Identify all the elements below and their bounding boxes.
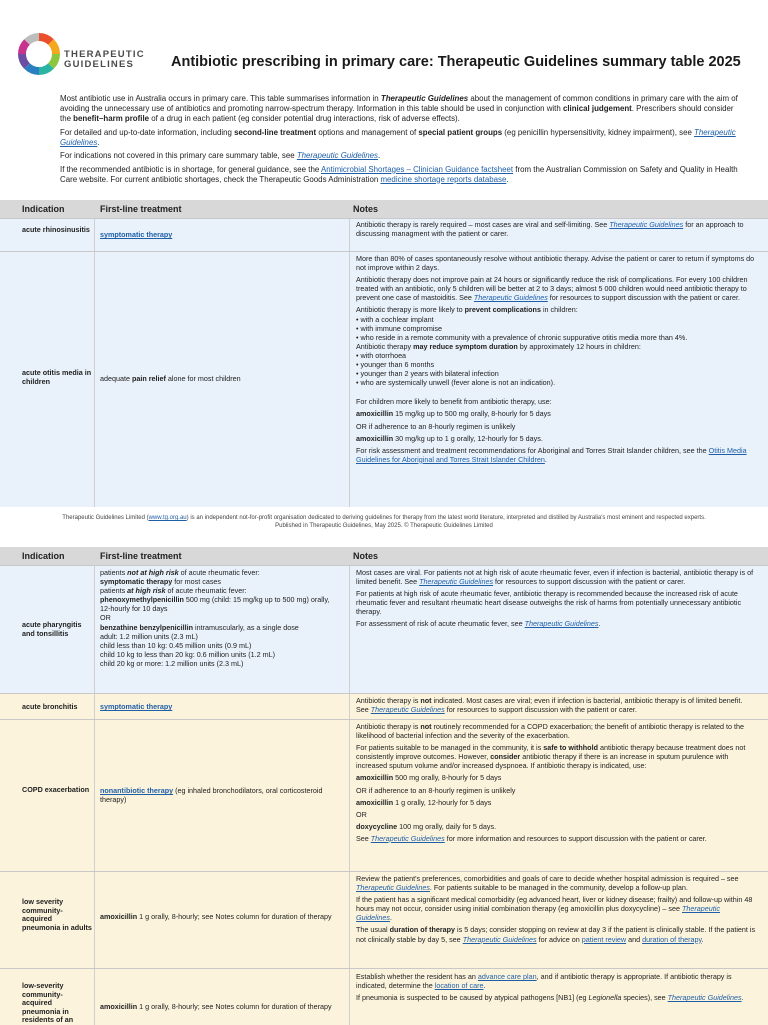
- note-text: [356, 822, 756, 831]
- note-text: For assessment of risk of acute rheumatic fever, see Therapeutic Guidelines.: [356, 619, 601, 629]
- text-emphasis: not: [420, 722, 432, 731]
- bullet-item: • with a cochlear implant: [356, 314, 434, 324]
- text: Establish whether the resident has an: [356, 972, 478, 981]
- tg-link[interactable]: Therapeutic Guidelines: [356, 904, 720, 923]
- note-text: [356, 874, 756, 892]
- note-text: [356, 305, 756, 314]
- text: 100 mg orally, daily for 5 days.: [397, 821, 497, 831]
- text: Antibiotic therapy is rarely required – most cases are viral and self-limiting. See: [356, 220, 610, 229]
- treatment-line: [100, 586, 340, 595]
- notes-cell: [356, 254, 756, 467]
- logo-wordmark: [64, 50, 145, 70]
- bullet-item: • younger than 6 months: [356, 360, 435, 370]
- duration-of-therapy-link[interactable]: duration of therapy: [642, 934, 702, 944]
- table-row: [0, 218, 768, 252]
- tg-link[interactable]: Therapeutic Guidelines: [667, 993, 742, 1003]
- page-header: [0, 0, 768, 92]
- otitis-guidelines-link[interactable]: Otitis Media Guidelines for Aboriginal and Torres Strait Islander Children: [356, 445, 747, 464]
- text: If the recommended antibiotic is in shortage, for general guidance, see the: [60, 164, 321, 174]
- patient-review-link[interactable]: patient review: [581, 934, 627, 944]
- text: If the patient has a significant medical comorbidity (eg advanced heart, liver or kidney disease; frailty) and follow-up within 48 hours may not occur, consider using initial combination therapy (eg amoxicillin plus doxycycline) – see: [356, 895, 753, 914]
- text: species), see: [621, 993, 668, 1003]
- text: 1 g orally, 12-hourly for 5 days: [393, 797, 492, 807]
- table-header: [0, 200, 768, 218]
- text: by approximately 12 hours in children:: [517, 341, 641, 351]
- dose-item: child less than 10 kg: 0.45 million units (0.9 mL): [100, 640, 252, 650]
- logo-line1: THERAPEUTIC: [64, 49, 145, 60]
- page-footer: [0, 515, 768, 530]
- text: 15 mg/kg up to 500 mg orally, 8-hourly for 5 days: [393, 409, 551, 419]
- col-indication: Indication: [22, 204, 65, 214]
- note-text: OR: [356, 809, 367, 819]
- first-line-cell: [100, 1002, 340, 1011]
- notes-cell: [356, 874, 756, 947]
- notes-cell: [356, 972, 756, 1005]
- table-row: [0, 251, 768, 507]
- intro-paragraph: For detailed and up-to-date information, including second-line treatment options and management of special patient groups (eg penicillin hypersensitivity, kidney impairment), see Therapeutic Guidelines.: [60, 127, 736, 147]
- dose-item: adult: 1.2 million units (2.3 mL): [100, 631, 198, 641]
- first-line-cell: [100, 230, 340, 239]
- tg-link[interactable]: Therapeutic Guidelines: [356, 883, 430, 893]
- table-row: [0, 968, 768, 1025]
- col-indication: Indication: [22, 551, 65, 561]
- text: See: [356, 833, 371, 843]
- therapeutic-guidelines-logo: [16, 31, 62, 77]
- note-text: [356, 722, 756, 740]
- first-line-cell: [100, 568, 340, 668]
- text: For detailed and up-to-date information, including: [60, 127, 235, 137]
- text: for most cases: [172, 577, 222, 587]
- notes-cell: [356, 696, 756, 714]
- note-text: [356, 773, 756, 782]
- text: 500 mg orally, 8-hourly for 5 days: [393, 773, 502, 783]
- nonantibiotic-therapy-link[interactable]: nonantibiotic therapy: [100, 786, 174, 795]
- text-emphasis: may reduce symptom duration: [413, 341, 518, 351]
- note-text: [356, 798, 756, 807]
- text-emphasis: duration of therapy: [389, 925, 456, 935]
- treatment-line: [100, 577, 340, 586]
- tg-link[interactable]: Therapeutic Guidelines: [473, 293, 548, 303]
- text: 1 g orally, 8-hourly; see Notes column for duration of therapy: [137, 1002, 332, 1011]
- location-of-care-link[interactable]: location of care: [434, 981, 484, 991]
- footer-line: Published in Therapeutic Guidelines, May 2025. © Therapeutic Guidelines Limited: [275, 522, 493, 529]
- dose-item: child 10 kg to less than 20 kg: 0.6 million units (1.2 mL): [100, 649, 275, 659]
- tg-link[interactable]: Therapeutic Guidelines: [370, 705, 445, 715]
- tg-link[interactable]: Therapeutic Guidelines: [524, 619, 599, 629]
- tg-link[interactable]: Therapeutic Guidelines: [462, 934, 537, 944]
- text: antibiotic therapy because treatment does not consistently improve outcomes. However,: [356, 743, 746, 762]
- footer-line: [0, 515, 768, 523]
- note-text: More than 80% of cases spontaneously resolve without antibiotic therapy. Advise the patient or carer to return if symptoms do not improve within 2 days.: [356, 254, 755, 273]
- bullet-item: • who are systemically unwell (fever alone is not an indication).: [356, 378, 556, 388]
- tg-link[interactable]: Therapeutic Guidelines: [419, 577, 494, 587]
- first-line-cell: [100, 912, 340, 921]
- note-text: If the patient has a significant medical comorbidity (eg advanced heart, liver or kidney disease; frailty) and follow-up within 48 hours may not occur, consider using initial combination therapy (eg amoxicillin plus doxycycline) – see Therapeutic Guidelines.: [356, 895, 753, 923]
- table-row: [0, 719, 768, 872]
- bullet-item: • younger than 2 years with bilateral infection: [356, 369, 499, 379]
- drug-name: amoxicillin: [100, 912, 138, 921]
- text: ) is an independent not-for-profit organisation dedicated to deriving guidelines for therapy from the latest world literature, interpreted and distilled by Australia's most eminent and respected experts.: [186, 515, 706, 521]
- text-emphasis: not: [420, 696, 432, 705]
- treatment-line: [100, 623, 340, 632]
- notes-cell: [356, 220, 756, 238]
- text: about the management of common conditions in primary care with the aim of avoiding the unnecessary use of antibiotics and promoting narrow-spectrum therapy. Information in this table should be used in conjunction with: [60, 94, 738, 113]
- tg-website-link[interactable]: www.tg.org.au: [148, 515, 187, 521]
- text: Antibiotic therapy is more likely to: [356, 305, 465, 315]
- text-emphasis: Legionella: [588, 993, 622, 1003]
- text: intramuscularly, as a single dose: [193, 622, 299, 632]
- text: from the Australian Commission on Safety and Quality in Health Care website. For current antibiotic shortages, check the Therapeutic Goods Administration: [60, 164, 738, 184]
- note-text: [356, 743, 756, 770]
- intro-paragraph: If the recommended antibiotic is in shortage, for general guidance, see the Antimicrobial Shortages – Clinician Guidance factsheet from the Australian Commission on Safety and Quality in Health Care website. For current antibiotic shortages, check the Therapeutic Goods Administration medicine shortage reports database.: [60, 164, 738, 184]
- tg-link[interactable]: Therapeutic Guidelines: [609, 220, 684, 229]
- dose-item: child 20 kg or more: 1.2 million units (2.3 mL): [100, 658, 244, 668]
- page-title: Antibiotic prescribing in primary care: Therapeutic Guidelines summary table 2025: [171, 54, 741, 70]
- indication-cell: acute pharyngitis and tonsillitis: [22, 620, 82, 638]
- note-text: [356, 342, 756, 351]
- text-emphasis: consider: [490, 752, 521, 762]
- indication-cell: low severity community-acquired pneumonia in adults: [22, 897, 92, 932]
- advance-care-plan-link[interactable]: advance care plan: [477, 972, 537, 981]
- text: The usual: [356, 925, 390, 935]
- text: Most antibiotic use in Australia occurs in primary care. This table summarises information in: [60, 94, 381, 103]
- col-notes: Notes: [353, 551, 379, 561]
- indication-cell: acute otitis media in children: [22, 368, 92, 386]
- note-text: OR if adherence to an 8-hourly regimen is unlikely: [356, 421, 516, 431]
- first-line-cell: [100, 374, 340, 383]
- text: in children:: [540, 305, 578, 315]
- table-row: [0, 871, 768, 969]
- text: . For patients suitable to be managed in the community, develop a follow-up plan.: [429, 883, 688, 893]
- treatment-line: [100, 568, 340, 577]
- text: for an approach to discussing managment with the patient or carer.: [356, 220, 744, 239]
- drug-name: amoxicillin: [100, 1002, 138, 1011]
- text: adequate: [100, 374, 132, 383]
- note-text: For patients at high risk of acute rheumatic fever, antibiotic therapy is recommended because the increased risk of acute rheumatic fever and resultant rheumatic heart disease outweighs the risk of harms from potentially unnecessary antibiotic therapy.: [356, 589, 742, 617]
- first-line-cell: [100, 786, 340, 804]
- text: patients: [100, 568, 128, 577]
- text: If pneumonia is suspected to be caused by atypical pathogens [NB1] (eg: [356, 993, 589, 1003]
- col-first-line: First-line treatment: [100, 551, 182, 561]
- text: routinely recommended for a COPD exacerbation; the benefit of antibiotic therapy is related to the likelihood of bacterial infection and the severity of the exacerbation.: [356, 722, 744, 741]
- notes-cell: [356, 568, 756, 632]
- text: of a drug in each patient (eg consider potential drug interactions, risk of adverse effects).: [149, 114, 460, 123]
- text-emphasis: safe to withhold: [543, 743, 598, 753]
- note-text: [356, 834, 756, 843]
- text-emphasis: prevent complications: [464, 305, 541, 315]
- note-text: [356, 434, 756, 443]
- drug-name: amoxicillin: [356, 433, 394, 443]
- tg-link[interactable]: Therapeutic Guidelines: [296, 151, 378, 160]
- indication-cell: acute bronchitis: [22, 702, 78, 711]
- note-text: For children more likely to benefit from antibiotic therapy, use:: [356, 397, 552, 407]
- text: Antibiotic therapy does not improve pain at 24 hours or significantly reduce the risk of complications. For every 100 children treated with an antibiotic, only 5 children will be better at 2 to 3 days; almost 5 000 children would need antibiotic therapy to prevent one case of mastoiditis. See: [356, 275, 748, 303]
- drug-name: phenoxymethylpenicillin: [100, 595, 184, 605]
- text: Antibiotic therapy: [356, 341, 414, 351]
- text: For assessment of risk of acute rheumatic fever, see: [356, 619, 525, 629]
- text-emphasis: pain relief: [131, 374, 166, 383]
- text: . Prescribers should consider the: [60, 104, 734, 123]
- tg-link[interactable]: Therapeutic Guidelines: [370, 833, 445, 843]
- logo-line2: GUIDELINES: [64, 59, 135, 70]
- text: Therapeutic Guidelines Limited (: [62, 515, 149, 521]
- text-emphasis: clinical judgement: [562, 104, 632, 113]
- text: 500 mg (child: 15 mg/kg up to 500 mg) orally, 12-hourly for 10 days: [100, 595, 330, 614]
- intro-paragraph: [60, 94, 740, 124]
- drug-name: doxycycline: [356, 821, 398, 831]
- note-text: Establish whether the resident has an advance care plan, and if antibiotic therapy is appropriate. If antibiotic therapy is indicated, determine the location of care.: [356, 972, 732, 991]
- indication-cell: low-severity community-acquired pneumonia in residents of an: [22, 981, 74, 1024]
- text: , and if antibiotic therapy is appropriate. If antibiotic therapy is indicated, determine the: [356, 972, 732, 991]
- text: For patients suitable to be managed in the community, it is: [356, 743, 544, 753]
- text: for resources to support discussion with the patient or carer.: [444, 705, 637, 715]
- text: (eg inhaled bronchodilators, oral corticosteroid therapy): [100, 786, 323, 805]
- notes-cell: [356, 722, 756, 846]
- drug-name: amoxicillin: [356, 797, 394, 807]
- bullet-item: • with immune compromise: [356, 323, 442, 333]
- text: and: [626, 934, 643, 944]
- text-emphasis: special patient groups: [418, 127, 503, 137]
- table-header: [0, 547, 768, 565]
- treatment-line: OR: [100, 613, 111, 623]
- text: patients: [100, 586, 128, 596]
- text: for resources to support discussion with the patient or carer.: [493, 577, 686, 587]
- symptomatic-therapy-link[interactable]: symptomatic therapy: [100, 702, 173, 711]
- tg-link[interactable]: Therapeutic Guidelines: [60, 127, 736, 147]
- table-row: [0, 565, 768, 694]
- text: Antibiotic therapy is: [356, 696, 421, 705]
- bullet-item: • with otorrhoea: [356, 350, 407, 360]
- text: For indications not covered in this primary care summary table, see: [60, 151, 297, 160]
- text-emphasis: benefit–harm profile: [73, 114, 150, 123]
- text-emphasis: at high risk: [127, 586, 166, 596]
- text: for advice on: [536, 934, 582, 944]
- text: for more information and resources to support discussion with the patient or carer.: [444, 833, 707, 843]
- text: is 5 days; consider stopping on review at day 3 if the patient is clinically stable. If the patient is not clinically stable by day 5, see: [356, 925, 756, 944]
- drug-name: amoxicillin: [356, 409, 394, 419]
- text: Review the patient's preferences, comorbidities and goals of care to decide whether hospital admission is required – see: [356, 874, 739, 883]
- treatment-line: [100, 595, 340, 613]
- shortages-factsheet-link[interactable]: Antimicrobial Shortages – Clinician Guidance factsheet: [321, 164, 514, 174]
- note-text: For risk assessment and treatment recommendations for Aboriginal and Torres Strait Islander children, see the Otitis Media Guidelines for Aboriginal and Torres Strait Islander Children.: [356, 445, 747, 464]
- symptomatic-therapy-link[interactable]: symptomatic therapy: [100, 230, 173, 239]
- text: 1 g orally, 8-hourly; see Notes column for duration of therapy: [137, 912, 332, 921]
- text: for resources to support discussion with the patient or carer.: [547, 293, 740, 303]
- first-line-cell: [100, 702, 340, 711]
- note-text: [356, 409, 756, 418]
- note-text: The usual duration of therapy is 5 days; consider stopping on review at day 3 if the patient is clinically stable. If the patient is not clinically stable by day 5, see Therapeutic Guidelines for advice on patient review and duration of therapy.: [356, 925, 756, 944]
- text: Antibiotic therapy is: [356, 722, 421, 731]
- note-text: [356, 275, 756, 302]
- text: alone for most children: [165, 374, 241, 383]
- intro-paragraph: For indications not covered in this primary care summary table, see Therapeutic Guidelines.: [60, 151, 381, 160]
- table-row: [0, 693, 768, 720]
- note-text: OR if adherence to an 8-hourly regimen is unlikely: [356, 785, 516, 795]
- drug-name: amoxicillin: [356, 773, 394, 783]
- text-emphasis: not at high risk: [127, 568, 179, 577]
- note-text: If pneumonia is suspected to be caused by atypical pathogens [NB1] (eg Legionella species), see Therapeutic Guidelines.: [356, 993, 744, 1003]
- indication-cell: COPD exacerbation: [22, 785, 90, 794]
- text: antibiotic therapy if there is an increase in sputum purulence with increased sputum volume and/or increased dyspnoea. If antibiotic therapy is indicated, use:: [356, 752, 729, 771]
- text-emphasis: Therapeutic Guidelines: [380, 94, 469, 103]
- text-emphasis: second-line treatment: [234, 127, 317, 137]
- text: Most cases are viral. For patients not at high risk of acute rheumatic fever, even if infection is bacterial, antibiotic therapy is of limited benefit. See: [356, 568, 754, 587]
- drug-name: benzathine benzylpenicillin: [100, 622, 194, 632]
- intro-text: [60, 94, 740, 188]
- text: 30 mg/kg up to 1 g orally, 12-hourly for 5 days.: [393, 433, 543, 443]
- bullet-item: • who reside in a remote community with a prevalence of chronic suppurative otitis media more than 4%.: [356, 332, 688, 342]
- text: options and management of: [316, 127, 419, 137]
- shortage-database-link[interactable]: medicine shortage reports database: [380, 174, 507, 184]
- indication-cell: acute rhinosinusitis: [22, 225, 90, 234]
- text-emphasis: symptomatic therapy: [100, 577, 173, 587]
- text: (eg penicillin hypersensitivity, kidney impairment), see: [502, 127, 695, 137]
- col-first-line: First-line treatment: [100, 204, 182, 214]
- text: For risk assessment and treatment recommendations for Aboriginal and Torres Strait Islander children, see the: [356, 445, 709, 455]
- text: of acute rheumatic fever:: [165, 586, 247, 596]
- note-text: [356, 568, 756, 586]
- text: indicated. Most cases are viral; even if infection is bacterial, antibiotic therapy is of limited benefit. See: [356, 696, 743, 715]
- col-notes: Notes: [353, 204, 379, 214]
- text: of acute rheumatic fever:: [178, 568, 260, 577]
